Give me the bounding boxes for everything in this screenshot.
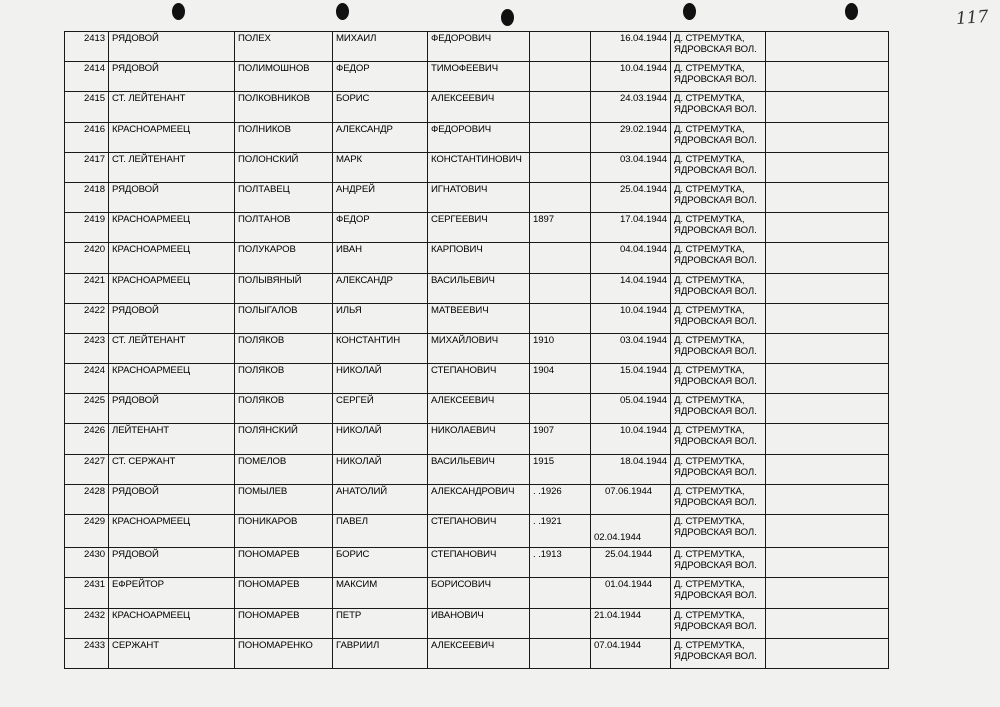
table-row <box>65 243 889 273</box>
record-number: 2424 <box>65 364 109 394</box>
place-cell <box>671 32 766 62</box>
blank-cell <box>766 578 889 608</box>
date-cell: 21.04.1944 <box>591 608 671 638</box>
first-name-cell: МАРК <box>333 152 428 182</box>
place-line-2: ЯДРОВСКАЯ ВОЛ. <box>674 590 757 602</box>
birth-year-cell: 1915 <box>530 454 591 484</box>
record-number: 2426 <box>65 424 109 454</box>
birth-year-cell: . .1926 <box>530 484 591 514</box>
place-cell <box>671 484 766 514</box>
rank-cell: КРАСНОАРМЕЕЦ <box>109 273 235 303</box>
place-line-2: ЯДРОВСКАЯ ВОЛ. <box>674 44 757 55</box>
first-name-cell: МИХАИЛ <box>333 32 428 62</box>
place-line-2: ЯДРОВСКАЯ ВОЛ. <box>674 164 757 176</box>
place-line-2: ЯДРОВСКАЯ ВОЛ. <box>674 315 757 327</box>
surname-cell: ПОЛЯНСКИЙ <box>235 424 333 454</box>
first-name-cell: НИКОЛАЙ <box>333 454 428 484</box>
place-line-2: ЯДРОВСКАЯ ВОЛ. <box>674 285 757 297</box>
first-name-cell: ПЕТР <box>333 608 428 638</box>
place-cell <box>671 364 766 394</box>
blank-cell <box>766 182 889 212</box>
record-number: 2427 <box>65 454 109 484</box>
surname-cell: ПОНОМАРЕВ <box>235 578 333 608</box>
place-line-1: Д. СТРЕМУТКА, <box>674 425 745 437</box>
birth-year-cell: 1897 <box>530 213 591 243</box>
date-cell: 05.04.1944 <box>591 394 671 424</box>
place-cell <box>671 303 766 333</box>
record-number: 2422 <box>65 303 109 333</box>
place-cell <box>671 243 766 273</box>
record-number: 2423 <box>65 333 109 363</box>
date-cell: 10.04.1944 <box>591 424 671 454</box>
rank-cell: КРАСНОАРМЕЕЦ <box>109 608 235 638</box>
date-cell: 24.03.1944 <box>591 92 671 122</box>
place-line-2: ЯДРОВСКАЯ ВОЛ. <box>674 560 757 572</box>
rank-cell: ЛЕЙТЕНАНТ <box>109 424 235 454</box>
place-cell <box>671 182 766 212</box>
birth-year-cell <box>530 394 591 424</box>
birth-year-cell <box>530 303 591 333</box>
first-name-cell: ФЕДОР <box>333 213 428 243</box>
first-name-cell: ГАВРИИЛ <box>333 638 428 668</box>
surname-cell: ПОНОМАРЕВ <box>235 548 333 578</box>
birth-year-cell <box>530 243 591 273</box>
birth-year-cell <box>530 182 591 212</box>
surname-cell: ПОНИКАРОВ <box>235 515 333 548</box>
place-line-1: Д. СТРЕМУТКА, <box>674 63 745 75</box>
place-line-2: ЯДРОВСКАЯ ВОЛ. <box>674 225 757 237</box>
patronymic-cell: БОРИСОВИЧ <box>428 578 530 608</box>
first-name-cell: ИВАН <box>333 243 428 273</box>
birth-year-cell: 1910 <box>530 333 591 363</box>
date-cell: 02.04.1944 <box>591 515 671 548</box>
blank-cell <box>766 213 889 243</box>
table-row <box>65 484 889 514</box>
place-line-1: Д. СТРЕМУТКА, <box>674 153 745 165</box>
place-line-1: Д. СТРЕМУТКА, <box>674 516 745 527</box>
place-cell <box>671 152 766 182</box>
record-number: 2431 <box>65 578 109 608</box>
place-line-1: Д. СТРЕМУТКА, <box>674 33 745 44</box>
birth-year-cell: . .1921 <box>530 515 591 548</box>
birth-year-cell <box>530 608 591 638</box>
punch-hole-3 <box>501 9 514 26</box>
blank-cell <box>766 333 889 363</box>
place-line-2: ЯДРОВСКАЯ ВОЛ. <box>674 406 757 418</box>
place-cell <box>671 273 766 303</box>
date-cell: 29.02.1944 <box>591 122 671 152</box>
table-row <box>65 62 889 92</box>
date-cell: 17.04.1944 <box>591 213 671 243</box>
table-row <box>65 213 889 243</box>
surname-cell: ПОЛЫГАЛОВ <box>235 303 333 333</box>
first-name-cell: АЛЕКСАНДР <box>333 273 428 303</box>
blank-cell <box>766 515 889 548</box>
rank-cell: КРАСНОАРМЕЕЦ <box>109 122 235 152</box>
place-line-2: ЯДРОВСКАЯ ВОЛ. <box>674 194 757 206</box>
date-cell: 18.04.1944 <box>591 454 671 484</box>
table-row <box>65 273 889 303</box>
blank-cell <box>766 32 889 62</box>
rank-cell: СЕРЖАНТ <box>109 638 235 668</box>
date-cell: 10.04.1944 <box>591 303 671 333</box>
place-line-2: ЯДРОВСКАЯ ВОЛ. <box>674 134 757 146</box>
rank-cell: СТ. СЕРЖАНТ <box>109 454 235 484</box>
table-row <box>65 333 889 363</box>
blank-cell <box>766 303 889 333</box>
birth-year-cell <box>530 32 591 62</box>
blank-cell <box>766 62 889 92</box>
patronymic-cell: ИГНАТОВИЧ <box>428 182 530 212</box>
date-cell: 16.04.1944 <box>591 32 671 62</box>
place-line-1: Д. СТРЕМУТКА, <box>674 183 745 195</box>
blank-cell <box>766 122 889 152</box>
place-line-1: Д. СТРЕМУТКА, <box>674 485 745 497</box>
birth-year-cell <box>530 273 591 303</box>
table-row <box>65 152 889 182</box>
rank-cell: РЯДОВОЙ <box>109 182 235 212</box>
date-cell: 15.04.1944 <box>591 364 671 394</box>
place-line-1: Д. СТРЕМУТКА, <box>674 304 745 316</box>
patronymic-cell: ИВАНОВИЧ <box>428 608 530 638</box>
blank-cell <box>766 638 889 668</box>
place-line-2: ЯДРОВСКАЯ ВОЛ. <box>674 496 757 508</box>
birth-year-cell: 1904 <box>530 364 591 394</box>
place-line-2: ЯДРОВСКАЯ ВОЛ. <box>674 650 757 662</box>
surname-cell: ПОЛЯКОВ <box>235 364 333 394</box>
place-line-1: Д. СТРЕМУТКА, <box>674 244 745 256</box>
blank-cell <box>766 92 889 122</box>
place-cell <box>671 608 766 638</box>
punch-hole-4 <box>683 3 696 20</box>
record-number: 2417 <box>65 152 109 182</box>
record-number: 2425 <box>65 394 109 424</box>
patronymic-cell: ФЕДОРОВИЧ <box>428 122 530 152</box>
blank-cell <box>766 608 889 638</box>
blank-cell <box>766 152 889 182</box>
place-line-1: Д. СТРЕМУТКА, <box>674 395 745 407</box>
record-number: 2432 <box>65 608 109 638</box>
punch-hole-1 <box>172 3 185 20</box>
record-number: 2419 <box>65 213 109 243</box>
record-number: 2415 <box>65 92 109 122</box>
table-row <box>65 122 889 152</box>
rank-cell: РЯДОВОЙ <box>109 303 235 333</box>
place-cell <box>671 394 766 424</box>
surname-cell: ПОЛИМОШНОВ <box>235 62 333 92</box>
surname-cell: ПОЛТАНОВ <box>235 213 333 243</box>
first-name-cell: ПАВЕЛ <box>333 515 428 548</box>
register-body <box>65 32 889 669</box>
place-line-1: Д. СТРЕМУТКА, <box>674 609 745 621</box>
place-line-2: ЯДРОВСКАЯ ВОЛ. <box>674 74 757 86</box>
table-row <box>65 638 889 668</box>
place-cell <box>671 548 766 578</box>
date-cell: 01.04.1944 <box>591 578 671 608</box>
table-row <box>65 424 889 454</box>
record-number: 2429 <box>65 515 109 548</box>
surname-cell: ПОЛНИКОВ <box>235 122 333 152</box>
place-line-1: Д. СТРЕМУТКА, <box>674 214 745 226</box>
surname-cell: ПОНОМАРЕНКО <box>235 638 333 668</box>
place-cell <box>671 333 766 363</box>
table-row <box>65 578 889 608</box>
record-number: 2416 <box>65 122 109 152</box>
birth-year-cell <box>530 122 591 152</box>
patronymic-cell: ФЕДОРОВИЧ <box>428 32 530 62</box>
record-number: 2418 <box>65 182 109 212</box>
surname-cell: ПОЛЫВЯНЫЙ <box>235 273 333 303</box>
surname-cell: ПОЛОНСКИЙ <box>235 152 333 182</box>
register-table <box>64 31 889 669</box>
rank-cell: СТ. ЛЕЙТЕНАНТ <box>109 92 235 122</box>
place-line-1: Д. СТРЕМУТКА, <box>674 93 745 105</box>
place-line-2: ЯДРОВСКАЯ ВОЛ. <box>674 620 757 632</box>
patronymic-cell: МИХАЙЛОВИЧ <box>428 333 530 363</box>
patronymic-cell: АЛЕКСЕЕВИЧ <box>428 92 530 122</box>
surname-cell: ПОЛУКАРОВ <box>235 243 333 273</box>
place-line-2: ЯДРОВСКАЯ ВОЛ. <box>674 104 757 116</box>
place-line-1: Д. СТРЕМУТКА, <box>674 549 745 561</box>
place-line-2: ЯДРОВСКАЯ ВОЛ. <box>674 527 757 538</box>
first-name-cell: МАКСИМ <box>333 578 428 608</box>
table-row <box>65 32 889 62</box>
table-row <box>65 394 889 424</box>
rank-cell: РЯДОВОЙ <box>109 548 235 578</box>
patronymic-cell: ТИМОФЕЕВИЧ <box>428 62 530 92</box>
blank-cell <box>766 454 889 484</box>
birth-year-cell: 1907 <box>530 424 591 454</box>
place-line-1: Д. СТРЕМУТКА, <box>674 365 745 377</box>
surname-cell: ПОНОМАРЕВ <box>235 608 333 638</box>
place-line-1: Д. СТРЕМУТКА, <box>674 274 745 286</box>
rank-cell: КРАСНОАРМЕЕЦ <box>109 515 235 548</box>
place-line-1: Д. СТРЕМУТКА, <box>674 455 745 467</box>
birth-year-cell: . .1913 <box>530 548 591 578</box>
blank-cell <box>766 424 889 454</box>
place-cell <box>671 424 766 454</box>
place-cell <box>671 638 766 668</box>
record-number: 2421 <box>65 273 109 303</box>
blank-cell <box>766 548 889 578</box>
table-row <box>65 182 889 212</box>
birth-year-cell <box>530 62 591 92</box>
surname-cell: ПОМЫЛЕВ <box>235 484 333 514</box>
record-number: 2430 <box>65 548 109 578</box>
patronymic-cell: СЕРГЕЕВИЧ <box>428 213 530 243</box>
patronymic-cell: АЛЕКСЕЕВИЧ <box>428 394 530 424</box>
first-name-cell: НИКОЛАЙ <box>333 424 428 454</box>
birth-year-cell <box>530 92 591 122</box>
table-row <box>65 548 889 578</box>
patronymic-cell: АЛЕКСАНДРОВИЧ <box>428 484 530 514</box>
place-cell <box>671 515 766 548</box>
rank-cell: КРАСНОАРМЕЕЦ <box>109 364 235 394</box>
rank-cell: РЯДОВОЙ <box>109 62 235 92</box>
place-line-2: ЯДРОВСКАЯ ВОЛ. <box>674 466 757 478</box>
birth-year-cell <box>530 578 591 608</box>
place-cell <box>671 62 766 92</box>
place-line-2: ЯДРОВСКАЯ ВОЛ. <box>674 436 757 448</box>
rank-cell: РЯДОВОЙ <box>109 484 235 514</box>
patronymic-cell: КАРПОВИЧ <box>428 243 530 273</box>
first-name-cell: БОРИС <box>333 92 428 122</box>
date-cell: 25.04.1944 <box>591 182 671 212</box>
blank-cell <box>766 484 889 514</box>
rank-cell: СТ. ЛЕЙТЕНАНТ <box>109 152 235 182</box>
patronymic-cell: СТЕПАНОВИЧ <box>428 548 530 578</box>
surname-cell: ПОЛКОВНИКОВ <box>235 92 333 122</box>
patronymic-cell: ВАСИЛЬЕВИЧ <box>428 454 530 484</box>
punch-hole-2 <box>336 3 349 20</box>
table-row <box>65 608 889 638</box>
place-cell <box>671 454 766 484</box>
record-number: 2428 <box>65 484 109 514</box>
record-number: 2433 <box>65 638 109 668</box>
place-cell <box>671 92 766 122</box>
table-row <box>65 364 889 394</box>
patronymic-cell: АЛЕКСЕЕВИЧ <box>428 638 530 668</box>
first-name-cell: ФЕДОР <box>333 62 428 92</box>
record-number: 2414 <box>65 62 109 92</box>
page-number: 117 <box>954 6 989 30</box>
place-line-1: Д. СТРЕМУТКА, <box>674 579 745 591</box>
rank-cell: СТ. ЛЕЙТЕНАНТ <box>109 333 235 363</box>
place-cell <box>671 578 766 608</box>
patronymic-cell: ВАСИЛЬЕВИЧ <box>428 273 530 303</box>
place-line-2: ЯДРОВСКАЯ ВОЛ. <box>674 255 757 267</box>
blank-cell <box>766 273 889 303</box>
date-cell: 03.04.1944 <box>591 333 671 363</box>
rank-cell: КРАСНОАРМЕЕЦ <box>109 243 235 273</box>
blank-cell <box>766 394 889 424</box>
place-line-2: ЯДРОВСКАЯ ВОЛ. <box>674 345 757 357</box>
table-row <box>65 92 889 122</box>
punch-hole-5 <box>845 3 858 20</box>
patronymic-cell: СТЕПАНОВИЧ <box>428 515 530 548</box>
first-name-cell: АЛЕКСАНДР <box>333 122 428 152</box>
patronymic-cell: НИКОЛАЕВИЧ <box>428 424 530 454</box>
rank-cell: РЯДОВОЙ <box>109 394 235 424</box>
date-cell: 14.04.1944 <box>591 273 671 303</box>
place-line-1: Д. СТРЕМУТКА, <box>674 639 745 651</box>
blank-cell <box>766 243 889 273</box>
place-cell <box>671 213 766 243</box>
birth-year-cell <box>530 638 591 668</box>
birth-year-cell <box>530 152 591 182</box>
table-row <box>65 454 889 484</box>
date-cell: 10.04.1944 <box>591 62 671 92</box>
place-line-2: ЯДРОВСКАЯ ВОЛ. <box>674 376 757 388</box>
place-line-1: Д. СТРЕМУТКА, <box>674 334 745 346</box>
place-cell <box>671 122 766 152</box>
rank-cell: ЕФРЕЙТОР <box>109 578 235 608</box>
record-number: 2413 <box>65 32 109 62</box>
table-row <box>65 515 889 548</box>
rank-cell: РЯДОВОЙ <box>109 32 235 62</box>
first-name-cell: НИКОЛАЙ <box>333 364 428 394</box>
surname-cell: ПОМЕЛОВ <box>235 454 333 484</box>
record-number: 2420 <box>65 243 109 273</box>
table-row <box>65 303 889 333</box>
date-cell: 03.04.1944 <box>591 152 671 182</box>
first-name-cell: БОРИС <box>333 548 428 578</box>
first-name-cell: СЕРГЕЙ <box>333 394 428 424</box>
date-cell: 07.06.1944 <box>591 484 671 514</box>
surname-cell: ПОЛТАВЕЦ <box>235 182 333 212</box>
first-name-cell: КОНСТАНТИН <box>333 333 428 363</box>
surname-cell: ПОЛЯКОВ <box>235 333 333 363</box>
patronymic-cell: СТЕПАНОВИЧ <box>428 364 530 394</box>
first-name-cell: АНДРЕЙ <box>333 182 428 212</box>
first-name-cell: ИЛЬЯ <box>333 303 428 333</box>
surname-cell: ПОЛЯКОВ <box>235 394 333 424</box>
patronymic-cell: КОНСТАНТИНОВИЧ <box>428 152 530 182</box>
blank-cell <box>766 364 889 394</box>
first-name-cell: АНАТОЛИЙ <box>333 484 428 514</box>
date-cell: 25.04.1944 <box>591 548 671 578</box>
place-line-1: Д. СТРЕМУТКА, <box>674 123 745 135</box>
rank-cell: КРАСНОАРМЕЕЦ <box>109 213 235 243</box>
date-cell: 07.04.1944 <box>591 638 671 668</box>
date-cell: 04.04.1944 <box>591 243 671 273</box>
patronymic-cell: МАТВЕЕВИЧ <box>428 303 530 333</box>
surname-cell: ПОЛЕХ <box>235 32 333 62</box>
